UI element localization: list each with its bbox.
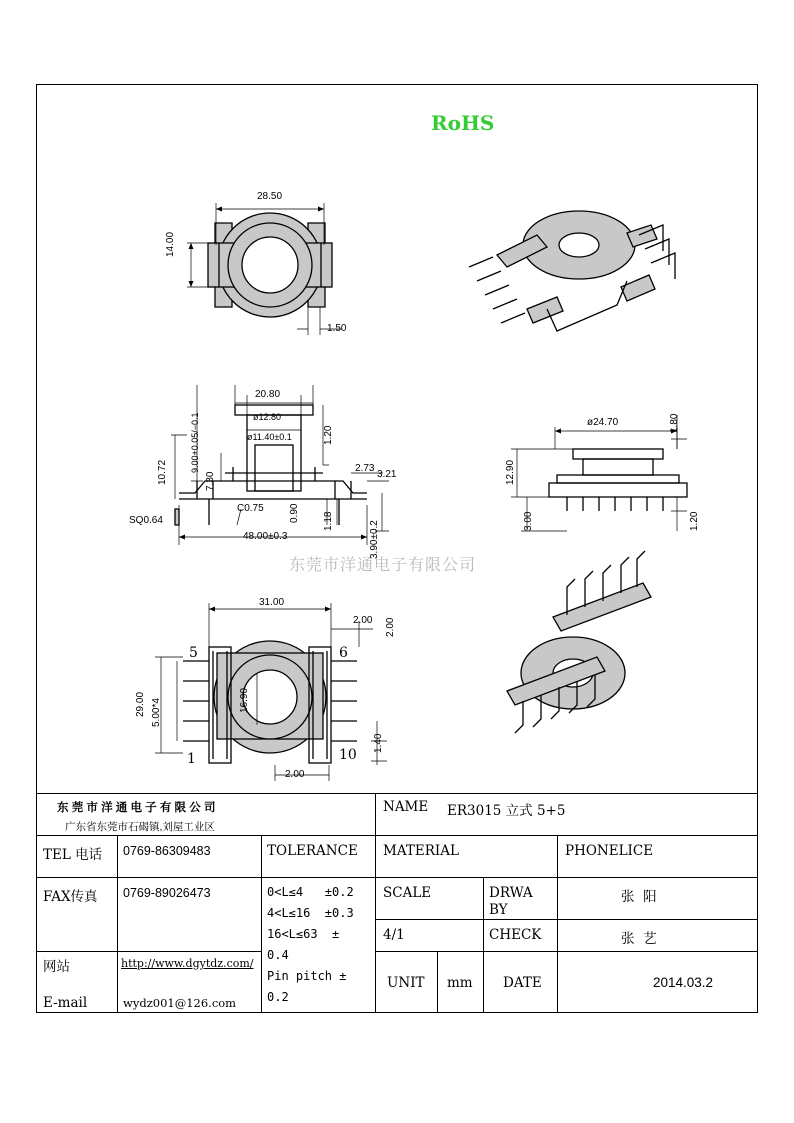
fax-label: FAX传真 xyxy=(43,889,98,905)
website-label: 网站 xyxy=(43,959,70,975)
top-view xyxy=(187,203,342,335)
tel-value: 0769-86309483 xyxy=(123,844,211,858)
dim-bottom-2-00-side: 2.00 xyxy=(385,617,396,637)
tolerance-label: TOLERANCE xyxy=(267,843,358,859)
dim-bottom-2-00-bottom: 2.00 xyxy=(285,769,305,780)
dim-front-flange: ø12.80 xyxy=(253,412,282,422)
unit-label: UNIT xyxy=(387,975,425,991)
tel-label: TEL 电话 xyxy=(43,847,103,863)
company-address: 广东省东莞市石碣镇,刘屋工业区 xyxy=(65,821,215,833)
tolerance-line-5: Pin pitch ± xyxy=(267,969,347,983)
pin-label-5: 5 xyxy=(189,645,198,661)
dim-front-pin-sq: SQ0.64 xyxy=(129,515,163,526)
material-label: MATERIAL xyxy=(383,843,459,859)
pin-label-10: 10 xyxy=(339,747,357,763)
website-link[interactable]: http://www.dgytdz.com/ xyxy=(121,957,254,970)
isometric-view-bottom xyxy=(507,551,651,733)
dim-bottom-1-40: 1.40 xyxy=(373,733,384,753)
dim-front-10-72: 10.72 xyxy=(157,459,168,485)
dim-side-3-00: 3.00 xyxy=(523,511,534,531)
rohs-label: RoHS xyxy=(431,111,495,135)
scale-label: SCALE xyxy=(383,885,432,901)
date-label: DATE xyxy=(503,975,542,991)
dim-front-pin-length: 3.90±0.2 xyxy=(369,520,380,559)
scale-value: 4/1 xyxy=(383,927,405,943)
dim-side-1-80: 1.80 xyxy=(669,413,680,433)
pin-label-6: 6 xyxy=(339,645,348,661)
technical-drawing xyxy=(37,85,759,793)
dim-front-core: ø11.40±0.1 xyxy=(247,432,292,442)
dim-top-tab: 1.50 xyxy=(327,323,347,334)
drawn-by-value: 张 阳 xyxy=(621,889,657,905)
material-value: PHONELICE xyxy=(565,843,654,859)
email-label: E-mail xyxy=(43,995,88,1011)
side-view xyxy=(511,415,687,531)
dim-front-3-21: 3.21 xyxy=(377,469,397,480)
fax-value: 0769-89026473 xyxy=(123,886,211,900)
date-value: 2014.03.2 xyxy=(653,975,714,990)
dim-front-chamfer: C0.75 xyxy=(237,503,264,514)
dim-front-0-90: 0.90 xyxy=(289,503,300,523)
name-value: ER3015 立式 5+5 xyxy=(447,803,566,819)
dim-top-width: 28.50 xyxy=(257,191,283,202)
dim-bottom-width: 31.00 xyxy=(259,597,285,608)
dim-bottom-pitch: 5.00*4 xyxy=(151,698,162,727)
dim-bottom-16-90: 16.90 xyxy=(239,687,250,713)
dim-bottom-2-00-top: 2.00 xyxy=(353,615,373,626)
dim-front-total-width: 48.00±0.3 xyxy=(243,531,288,542)
dim-front-7-30: 7.30 xyxy=(205,471,216,491)
dim-bottom-29-00: 29.00 xyxy=(135,691,146,717)
pin-label-1: 1 xyxy=(187,751,196,767)
check-label: CHECK xyxy=(489,927,542,943)
drawing-sheet xyxy=(36,84,758,1013)
dim-side-1-20: 1.20 xyxy=(689,511,700,531)
dim-side-dia: ø24.70 xyxy=(587,417,619,428)
tolerance-line-6: 0.2 xyxy=(267,990,289,1004)
dim-front-upper-tol: 9.00+0.05/−0.1 xyxy=(190,412,200,473)
tolerance-line-2: 4<L≤16 ±0.3 xyxy=(267,906,354,920)
unit-value: mm xyxy=(447,975,473,991)
dim-top-height: 14.00 xyxy=(165,231,176,257)
name-label: NAME xyxy=(383,799,429,815)
dim-front-1-18: 1.18 xyxy=(323,511,334,531)
dim-front-width: 20.80 xyxy=(255,389,281,400)
title-block xyxy=(37,793,757,1012)
drawn-by-label-2: BY xyxy=(489,902,508,918)
drawn-by-label-1: DRWA xyxy=(489,885,533,901)
isometric-view-top xyxy=(469,211,675,331)
watermark: 东莞市洋通电子有限公司 xyxy=(289,555,477,574)
dim-front-2-73: 2.73 xyxy=(355,463,375,474)
dim-front-1-20: 1.20 xyxy=(323,425,334,445)
tolerance-line-3: 16<L≤63 ± xyxy=(267,927,340,941)
tolerance-line-4: 0.4 xyxy=(267,948,289,962)
email-value: wydz001@126.com xyxy=(123,996,237,1010)
check-value: 张 艺 xyxy=(621,931,657,947)
dim-side-height: 12.90 xyxy=(505,459,516,485)
company-name: 东 莞 市 洋 通 电 子 有 限 公 司 xyxy=(57,802,216,814)
tolerance-line-1: 0<L≤4 ±0.2 xyxy=(267,885,354,899)
